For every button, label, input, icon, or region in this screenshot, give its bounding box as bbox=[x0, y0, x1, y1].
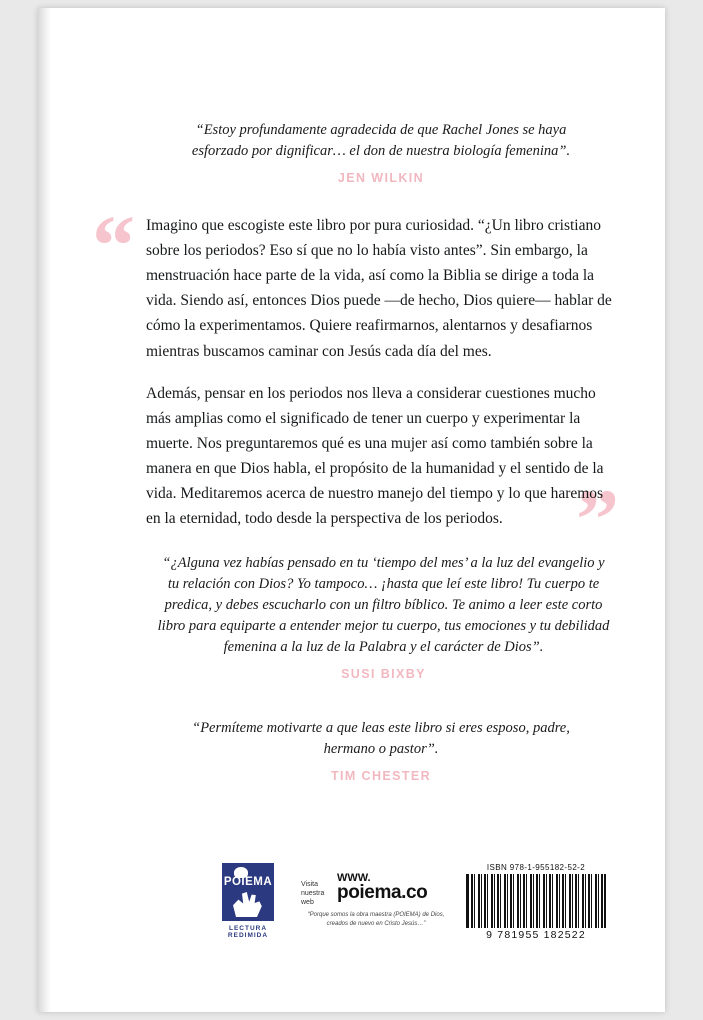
cover-content bbox=[92, 8, 619, 1012]
cover-footer bbox=[146, 863, 616, 973]
website-tagline: “Porque somos la obra maestra (POIEMA) de Dios, creados de nuevo en Cristo Jesús…” bbox=[307, 912, 445, 927]
website-www-label: WWW. bbox=[337, 872, 371, 884]
book-back-cover-page bbox=[38, 8, 665, 1012]
logo-hand-icon bbox=[233, 891, 263, 917]
book-spine-shading bbox=[38, 8, 51, 1012]
isbn-text: ISBN 978-1-955182-52-2 bbox=[486, 863, 586, 872]
description-paragraph-2: Además, pensar en los periodos nos lleva a considerar cuestiones mucho más amplias como el significado de tener un cuerpo y experimentar la muerte. Nos preguntaremos qué es una mujer así como también sobre la manera en que Dios habla, el propósito de la humanidad y el sentido de la vida. Meditaremos acerca de nuestro manejo del tiempo y lo que haremos en la eternidad, todo desde la perspectiva de los periodos. bbox=[146, 384, 604, 528]
barcode-number: 9 781955 182522 bbox=[486, 929, 586, 941]
logo-wordmark: POIEMA bbox=[223, 876, 273, 888]
open-quote-icon: “ bbox=[92, 197, 135, 293]
poiema-logo-icon bbox=[222, 863, 274, 921]
endorsement-3-quote: “Permíteme motivarte a que leas este libro si eres esposo, padre, hermano o pastor”. bbox=[192, 720, 570, 758]
close-quote-icon: ” bbox=[576, 471, 619, 567]
logo-caption: LECTURA REDIMIDA bbox=[227, 925, 269, 939]
website-visit-label: Visita nuestra web bbox=[301, 881, 325, 906]
endorsement-tim-chester bbox=[151, 718, 611, 783]
book-description bbox=[146, 213, 616, 531]
publisher-logo bbox=[214, 863, 282, 939]
barcode-block bbox=[466, 863, 606, 941]
barcode-icon bbox=[466, 874, 606, 928]
top-endorsement-author: JEN WILKIN bbox=[337, 171, 425, 186]
endorsement-2-author: SUSI BIXBY bbox=[341, 667, 426, 682]
endorsement-3-author: TIM CHESTER bbox=[330, 769, 432, 784]
endorsement-2-quote: “¿Alguna vez habías pensado en tu ‘tiempo del mes’ a la luz del evangelio y tu relación con Dios? Yo tampoco… ¡hasta que leí este libro! Tu cuerpo te predica, y debes escucharlo con un filtro bíblico. Te animo a leer este corto libro para equiparte a entender mejor tu cuerpo, tus emociones y tu debilidad femenina a la luz de la Palabra y el carácter de Dios”. bbox=[157, 555, 610, 656]
website-domain: poiema.co bbox=[337, 882, 428, 903]
description-paragraph-1: Imagino que escogiste este libro por pura curiosidad. “¿Un libro cristiano sobre los periodos? Eso sí que no lo había visto antes”. Sin embargo, la menstruación hace parte de la vida, así como la Biblia se dirige a toda la vida. Siendo así, entonces Dios puede —de hecho, Dios quiere— hablar de cómo la experimentamos. Quiere reafirmarnos, alentarnos y desafiarnos mientras buscamos caminar con Jesús cada día del mes. bbox=[146, 217, 612, 360]
endorsement-susi-bixby bbox=[151, 553, 616, 681]
top-endorsement-quote: “Estoy profundamente agradecida de que Rachel Jones se haya esforzado por dignificar… el don de nuestra biología femenina”. bbox=[191, 122, 571, 160]
top-endorsement bbox=[151, 120, 611, 185]
